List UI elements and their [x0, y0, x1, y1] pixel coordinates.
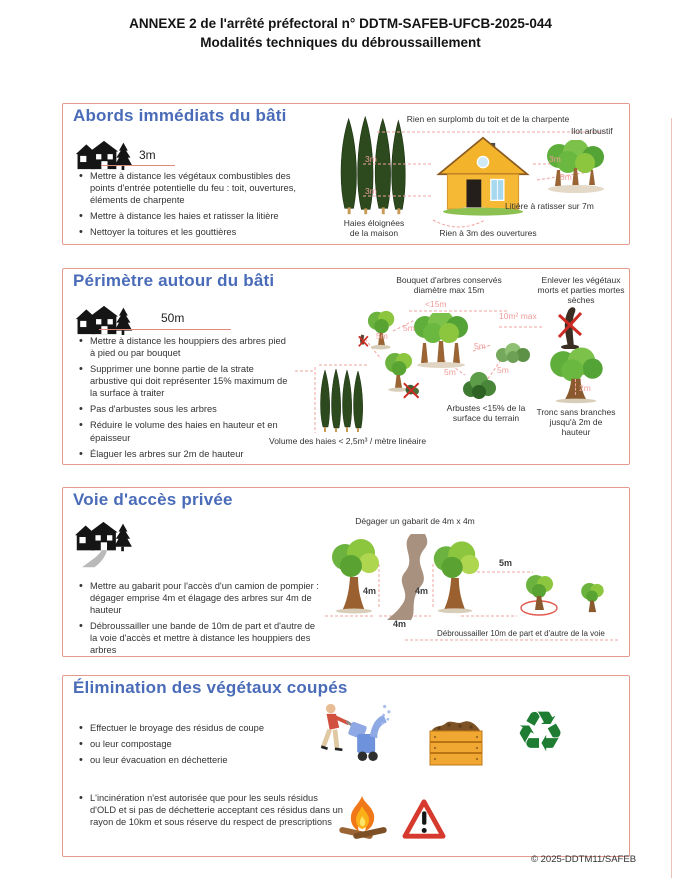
gabarit-label: Dégager un gabarit de 4m x 4m	[355, 516, 475, 526]
warning-triangle-icon	[401, 798, 447, 840]
scan-edge-artifact	[671, 118, 672, 878]
bullet: • Mettre à distance les houppiers des arbres pied à pied ou par bouquet	[77, 335, 293, 359]
tree-illustration	[429, 540, 481, 616]
dead-tree-illustration	[555, 303, 585, 349]
house-silhouette-icon	[75, 305, 133, 335]
bullet: • Nettoyer la toitures et les gouttières	[77, 226, 313, 238]
bullet: • L'incinération n'est autorisée que pour les seuls résidus d'OLD et si pas de déchetterie acceptant ces résidus dans un rayon de 10km et sous réserve du respect de prescriptions	[77, 792, 345, 828]
arbustes-label: Arbustes <15% de la surface du terrain	[446, 403, 526, 424]
distance-label: 3m	[139, 148, 156, 162]
trunk-measure-line	[575, 379, 576, 395]
ilot-label: Ilot arbustif	[571, 126, 613, 136]
measure-5m: 5m	[497, 365, 509, 375]
section-voie-acces	[62, 487, 630, 657]
recycling-icon: ♻	[515, 700, 566, 763]
trunk-label: Tronc sans branches jusqu'à 2m de hauteur	[536, 407, 616, 438]
bullet: • Débroussailler une bande de 10m de part et d'autre de la voie d'accès et mettre à distance les houppiers des arbres	[77, 620, 319, 656]
litiere-label: Litière à ratisser sur 7m	[505, 201, 594, 211]
distance-line	[101, 165, 175, 166]
bullet-list	[77, 722, 347, 770]
measure-5m: 5m	[376, 331, 388, 341]
small-tree-illustration	[521, 572, 557, 614]
small-tree-illustration	[577, 580, 607, 616]
wood-chipper-illustration	[317, 698, 391, 770]
measure-5m: 5m	[560, 172, 572, 182]
cypress-hedge-illustration	[317, 367, 365, 433]
trunk-measure: 2m	[579, 383, 591, 393]
bouquet-label: Bouquet d'arbres conservés diamètre max 15m	[396, 275, 502, 296]
section-perimetre	[62, 268, 630, 465]
hedge-caption: Haies éloignées de la maison	[343, 218, 405, 239]
measure-5m: 5m	[444, 367, 456, 377]
distance-label: 50m	[161, 311, 185, 325]
shrub-island-illustration	[541, 140, 611, 194]
measure-3m: 3m	[549, 154, 561, 164]
measure-5m: 5m	[499, 558, 513, 568]
distance-line	[99, 329, 231, 330]
house-road-silhouette-icon	[75, 520, 139, 570]
section-heading: Voie d'accès privée	[73, 490, 233, 509]
measure-3m: 3m	[365, 154, 377, 164]
pruned-tree-illustration	[541, 347, 611, 405]
campfire-icon	[337, 794, 389, 840]
access-road-illustration	[377, 534, 433, 620]
bullet: • Mettre à distance les végétaux combustibles des points d'entrée potentielle du feu : toit, ouvertures, éléments de charpente	[77, 170, 313, 206]
compost-bin-illustration	[427, 716, 485, 768]
bullet: • Mettre au gabarit pour l'accès d'un camion de pompier : dégager emprise 4m et élagage des arbres sur 4m de hauteur	[77, 580, 319, 616]
hedge-volume-caption: Volume des haies < 2,5m³ / mètre linéaire	[269, 436, 427, 446]
bullet: • Effectuer le broyage des résidus de coupe	[77, 722, 347, 734]
bullet: • Mettre à distance les haies et ratisser la litière	[77, 210, 313, 222]
bouquet-measure: <15m	[425, 299, 447, 309]
bullet-list	[77, 792, 345, 832]
tree-crossed-shrub-illustration	[377, 351, 421, 399]
section-heading: Abords immédiats du bâti	[73, 106, 287, 125]
page-title	[0, 15, 681, 53]
section-elimination	[62, 675, 630, 857]
surplomb-label: Rien en surplomb du toit et de la charpente	[406, 114, 570, 124]
bullet-list	[77, 170, 313, 242]
bullet-list	[77, 580, 319, 660]
section-heading: Périmètre autour du bâti	[73, 271, 275, 290]
bullet: • Supprimer une bonne partie de la strate arbustive qui doit représenter 15% maximum de la surface à traiter	[77, 363, 293, 399]
bullet: • ou leur compostage	[77, 738, 347, 750]
tree-illustration	[357, 307, 397, 351]
measure-5m: 5m	[474, 341, 486, 351]
shrub-illustration	[493, 341, 533, 363]
bullet: • Réduire le volume des haies en hauteur et en épaisseur	[77, 419, 293, 443]
bullet: • ou leur évacuation en déchetterie	[77, 754, 347, 766]
bullet: • Pas d'arbustes sous les arbres	[77, 403, 293, 415]
measure-4m: 4m	[363, 586, 377, 596]
measure-3m: 3m	[365, 186, 377, 196]
measure-4m: 4m	[393, 619, 407, 629]
debroussailler-label: Débroussailler 10m de part et d'autre de la voie	[437, 629, 605, 638]
measure-5m: 5m	[403, 323, 415, 333]
measure-4m: 4m	[415, 586, 429, 596]
tree-illustration	[327, 538, 381, 616]
section-heading: Élimination des végétaux coupés	[73, 678, 348, 697]
shrub-measure: 10m² max	[499, 311, 537, 321]
title-line-1: ANNEXE 2 de l'arrêté préfectoral n° DDTM-SAFEB-UFCB-2025-044	[129, 16, 552, 31]
dead-vegetation-label: Enlever les végétaux morts et parties mortes sèches	[537, 275, 625, 306]
openings-label: Rien à 3m des ouvertures	[439, 228, 537, 238]
bullet: • Élaguer les arbres sur 2m de hauteur	[77, 448, 293, 460]
shrub-illustration	[461, 371, 497, 399]
title-line-2: Modalités techniques du débroussaillement	[200, 34, 481, 50]
copyright-notice: © 2025-DDTM11/SAFEB	[531, 854, 637, 865]
section-abords-immediats	[62, 103, 630, 245]
